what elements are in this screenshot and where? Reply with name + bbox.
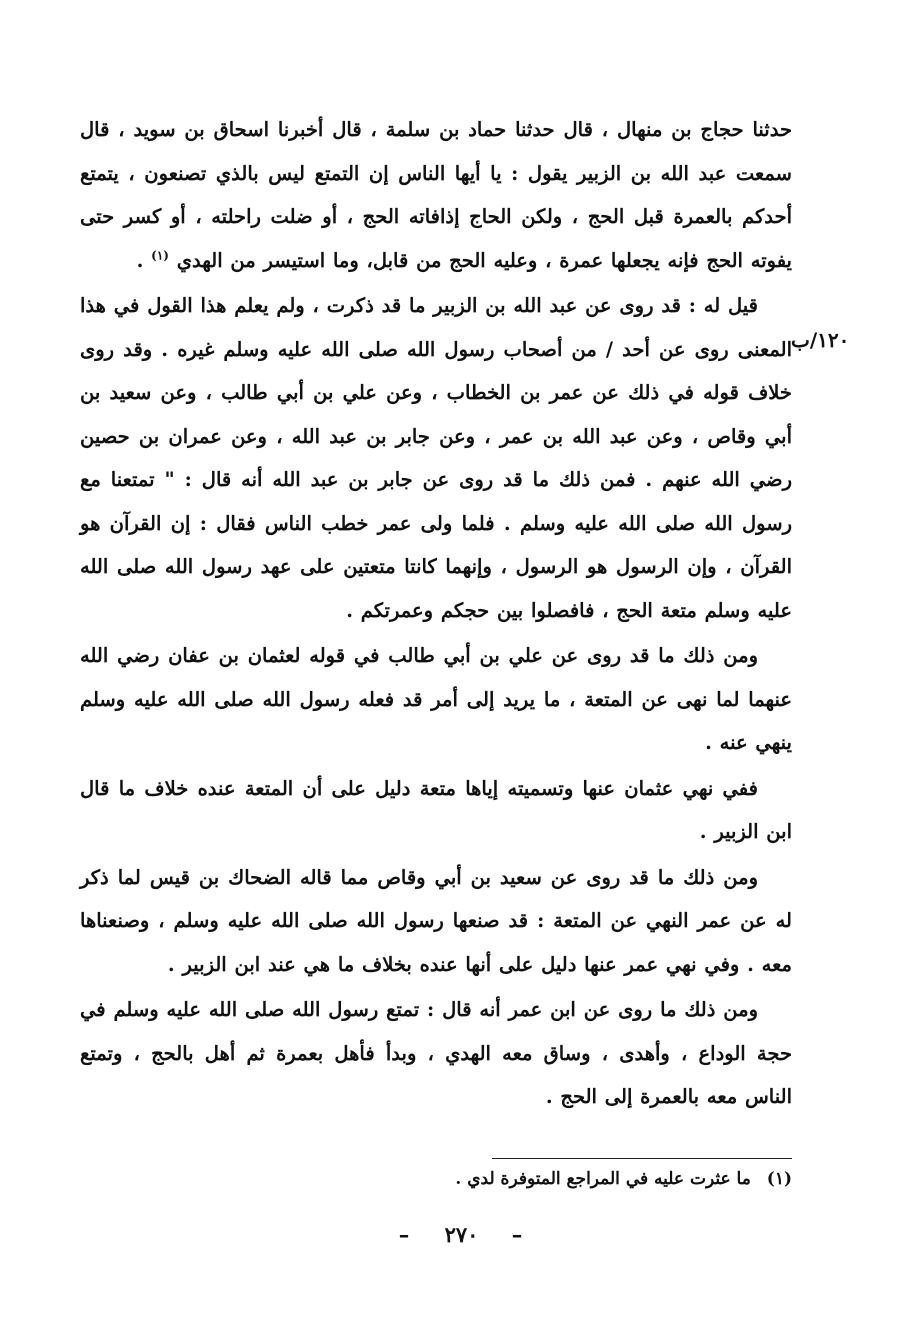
paragraph-1 xyxy=(80,108,792,282)
paragraph-2: قيل له : قد روى عن عبد الله بن الزبير ما قد ذكرت ، ولم يعلم هذا القول في هذا المعنى روى عن أحد / من أصحاب رسول الله صلى الله عليه وسلم غيره . وقد روى خلاف قوله في ذلك عن عمر بن الخطاب ، وعن علي بن أبي طالب ، وعن سعيد بن أبي وقاص ، وعن عبد الله بن عمر ، وعن جابر بن عبد الله ، وعن عمران بن حصين رضي الله عنهم . فمن ذلك ما قد روى عن جابر بن عبد الله أنه قال : " تمتعنا مع رسول الله صلى الله عليه وسلم . فلما ولى عمر خطب الناس فقال : إن القرآن هو القرآن ، وإن الرسول هو الرسول ، وإنهما كانتا متعتين على عهد رسول الله صلى الله عليه وسلم متعة الحج ، فافصلوا بين حجكم وعمرتكم . xyxy=(80,294,792,622)
footnote xyxy=(80,1164,792,1194)
page-number-value: ٢٧٠ xyxy=(444,1222,479,1247)
page-number xyxy=(0,1222,923,1247)
footnote-number: (١) xyxy=(766,1169,792,1189)
page-body xyxy=(80,108,792,1119)
paragraph-5: ومن ذلك ما قد روى عن سعيد بن أبي وقاص مما قاله الضحاك بن قيس لما ذكر له عن عمر النهي عن المتعة : قد صنعها رسول الله صلى الله عليه وسلم ، وصنعناها معه . وفي نهي عمر عنها دليل على أنها عنده بخلاف ما هي عند ابن الزبير . xyxy=(80,865,792,976)
footnote-reference: (١) xyxy=(151,248,169,262)
paragraph-1-text: حدثنا حجاج بن منهال ، قال حدثنا حماد بن سلمة ، قال أخبرنا اسحاق بن سويد ، قال سمعت عبد الله بن الزبير يقول : يا أيها الناس إن التمتع ليس بالذي تصنعون ، يتمتع أحدكم بالعمرة قبل الحج ، ولكن الحاج إذافاته الحج ، أو ضلت راحلته ، أو كسر حتى يفوته الحج فإنه يجعلها عمرة ، وعليه الحج من قابل، وما استيسر من الهدي xyxy=(80,118,792,272)
footnote-text: ما عثرت عليه في المراجع المتوفرة لدي . xyxy=(455,1169,751,1189)
footnote-divider xyxy=(492,1158,792,1159)
page-number-dash-left: – xyxy=(398,1222,412,1247)
page-number-dash-right: – xyxy=(511,1222,525,1247)
paragraph-1-tail: . xyxy=(136,248,152,272)
paragraph-3: ومن ذلك ما قد روى عن علي بن أبي طالب في قوله لعثمان بن عفان رضي الله عنهما لما نهى عن المتعة ، ما يريد إلى أمر قد فعله رسول الله صلى الله عليه وسلم ينهي عنه . xyxy=(80,644,792,754)
paragraph-6: ومن ذلك ما روى عن ابن عمر أنه قال : تمتع رسول الله صلى الله عليه وسلم في حجة الوداع ، وأهدى ، وساق معه الهدي ، وبدأ فأهل بعمرة ثم أهل بالحج ، وتمتع الناس معه بالعمرة إلى الحج . xyxy=(80,998,792,1108)
paragraph-4: ففي نهي عثمان عنها وتسميته إياها متعة دليل على أن المتعة عنده خلاف ما قال ابن الزبير . xyxy=(80,776,792,843)
manuscript-folio-note: ١٢٠/ب xyxy=(791,328,850,352)
